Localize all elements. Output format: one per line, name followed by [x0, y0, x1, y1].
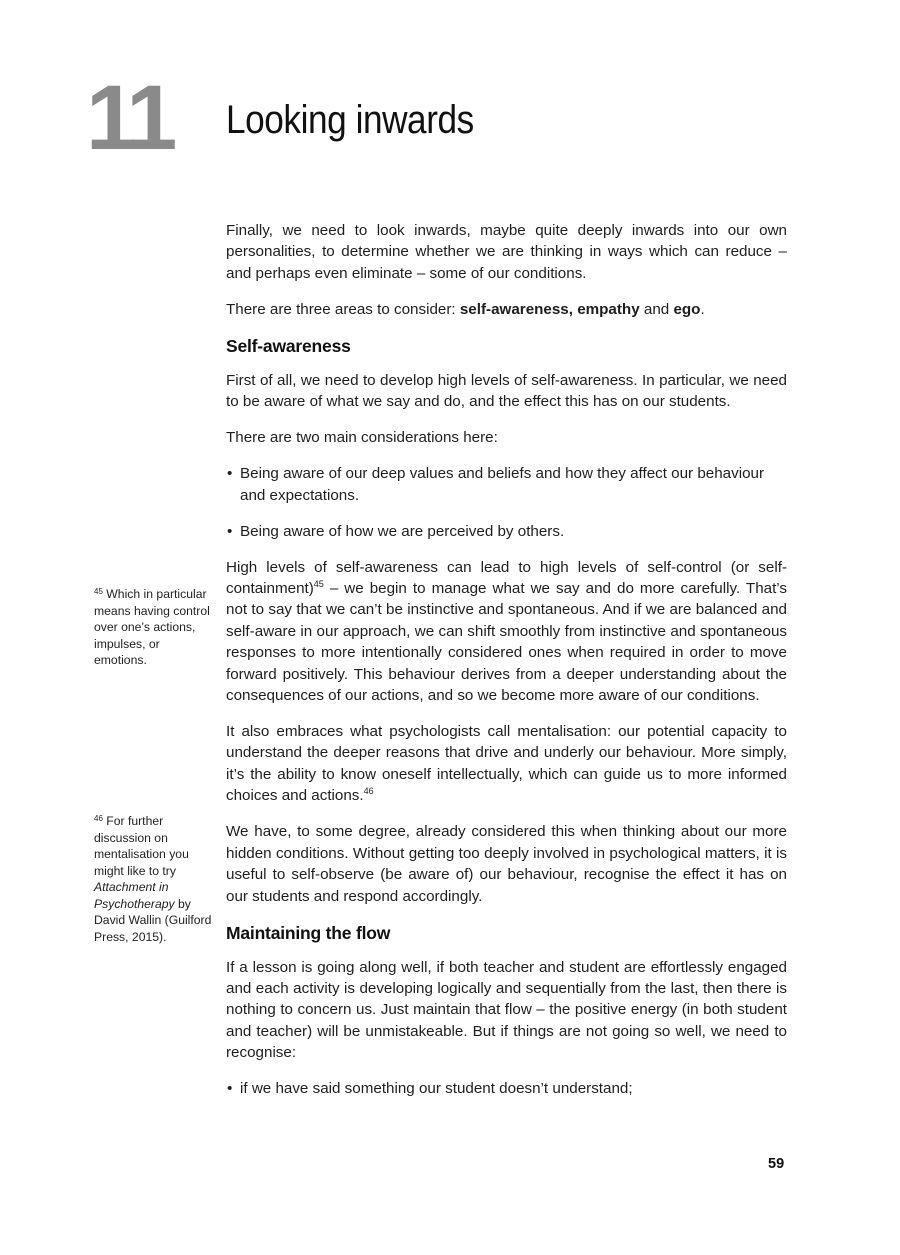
intro-paragraph: Finally, we need to look inwards, maybe quite deeply inwards into our own personalities, to determine whether we are thinking in ways which can reduce – and perhaps even eliminate – some of our conditions.	[226, 222, 787, 282]
paragraph: High levels of self-awareness can lead to high levels of self-control (or self-containment)$^{45}$ – we begin to manage what we say and do more carefully. That’s not to say that we can’t be instinctive and spontaneous. And if we are balanced and self-aware in our approach, we can shift smoothly from instinctive and spontaneous responses to more intentionally considered ones when required in order to move forward positively. This behaviour derives from a deeper understanding about the consequences of our actions, and so we become more aware of our conditions.	[226, 558, 787, 705]
main-text	[226, 220, 787, 1114]
section-heading-self-awareness: Self-awareness	[226, 335, 351, 356]
bullet-icon: •	[227, 1080, 233, 1098]
bullet-icon: •	[227, 522, 233, 540]
bold-term: ego	[673, 300, 701, 318]
section-heading-maintaining-flow: Maintaining the flow	[226, 922, 391, 943]
list-item: • Being aware of how we are perceived by others.	[226, 521, 787, 542]
bold-term: self-awareness, empathy	[459, 300, 640, 318]
areas-paragraph: There are three areas to consider: self-awareness, empathy and ego.	[226, 300, 705, 318]
paragraph: It also embraces what psychologists call mentalisation: our potential capacity to understand the deeper reasons that drive and underly our behaviour. More simply, it’s the ability to know oneself intellectually, which can guide us to more informed choices and actions.$^{46}$	[226, 723, 787, 805]
paragraph: First of all, we need to develop high levels of self-awareness. In particular, we need to be aware of what we say and do, and the effect this has on our students.	[226, 371, 787, 411]
chapter-number: 11	[86, 67, 172, 169]
bullet-icon: •	[227, 465, 233, 483]
list-item: • Being aware of our deep values and beliefs and how they affect our behaviour and expectations.	[227, 465, 765, 504]
footnote-ref[interactable]: 46	[363, 786, 374, 797]
paragraph: There are two main considerations here:	[226, 429, 498, 447]
list-item: • if we have said something our student doesn’t understand;	[226, 1078, 787, 1099]
bullet-list	[226, 463, 787, 542]
footnote-45: $^{45}$ Which in particular means having control over one’s actions, impulses, or emotions.	[94, 587, 210, 667]
book-title: Attachment in Psychotherapy	[94, 880, 175, 911]
chapter-title: Looking inwards	[226, 98, 474, 142]
footnote-46: $^{46}$ For further discussion on mentalisation you might like to try Attachment in Psychotherapy by David Wallin (Guilford Press, 2015).	[94, 814, 212, 944]
paragraph: We have, to some degree, already considered this when thinking about our more hidden conditions. Without getting too deeply involved in psychological matters, it is useful to self-observe (be aware of) our behaviour, recognise the effect it has on our students and respond accordingly.	[226, 823, 787, 905]
footnote-ref[interactable]: 45	[313, 579, 324, 590]
bullet-list	[226, 1078, 787, 1099]
page-number: 59	[768, 1156, 785, 1172]
paragraph: If a lesson is going along well, if both teacher and student are effortlessly engaged and each activity is developing logically and sequentially from the last, then there is nothing to concern us. Just maintain that flow – the positive energy (in both student and teacher) will be unmistakeable. But if things are not going so well, we need to recognise:	[226, 958, 787, 1062]
